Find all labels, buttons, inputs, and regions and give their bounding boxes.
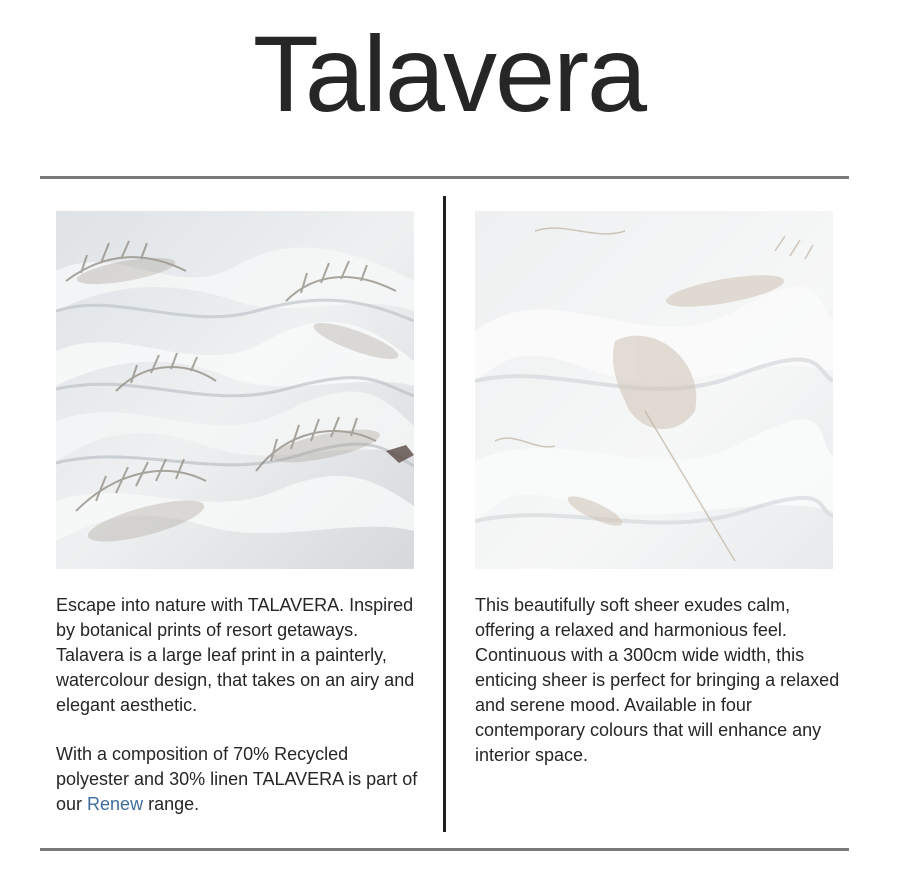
fabric-right-photo [475, 211, 833, 569]
left-paragraph-2-text: With a composition of 70% Recycled polyester and 30% linen TALAVERA is part of our [56, 744, 418, 814]
fabric-left-photo [56, 211, 414, 569]
top-divider [40, 176, 849, 179]
renew-link[interactable]: Renew [87, 794, 144, 814]
right-paragraph-1: This beautifully soft sheer exudes calm, offering a relaxed and harmonious feel. Continuous with a 300cm wide width, this enticing sheer is perfect for bringing a relaxed and serene mood. Available in four contemporary colours that will enhance any interior space. [475, 595, 840, 765]
right-description [475, 593, 845, 768]
left-paragraph-2 [56, 742, 426, 817]
left-description [56, 593, 426, 817]
column-divider [443, 196, 446, 832]
left-paragraph-2-end: range. [148, 794, 200, 814]
left-paragraph-1: Escape into nature with TALAVERA. Inspired by botanical prints of resort getaways. Talavera is a large leaf print in a painterly, watercolour design, that takes on an airy and elegant aesthetic. [56, 595, 415, 715]
page-title: Talavera [252, 13, 646, 134]
bottom-divider [40, 848, 849, 851]
